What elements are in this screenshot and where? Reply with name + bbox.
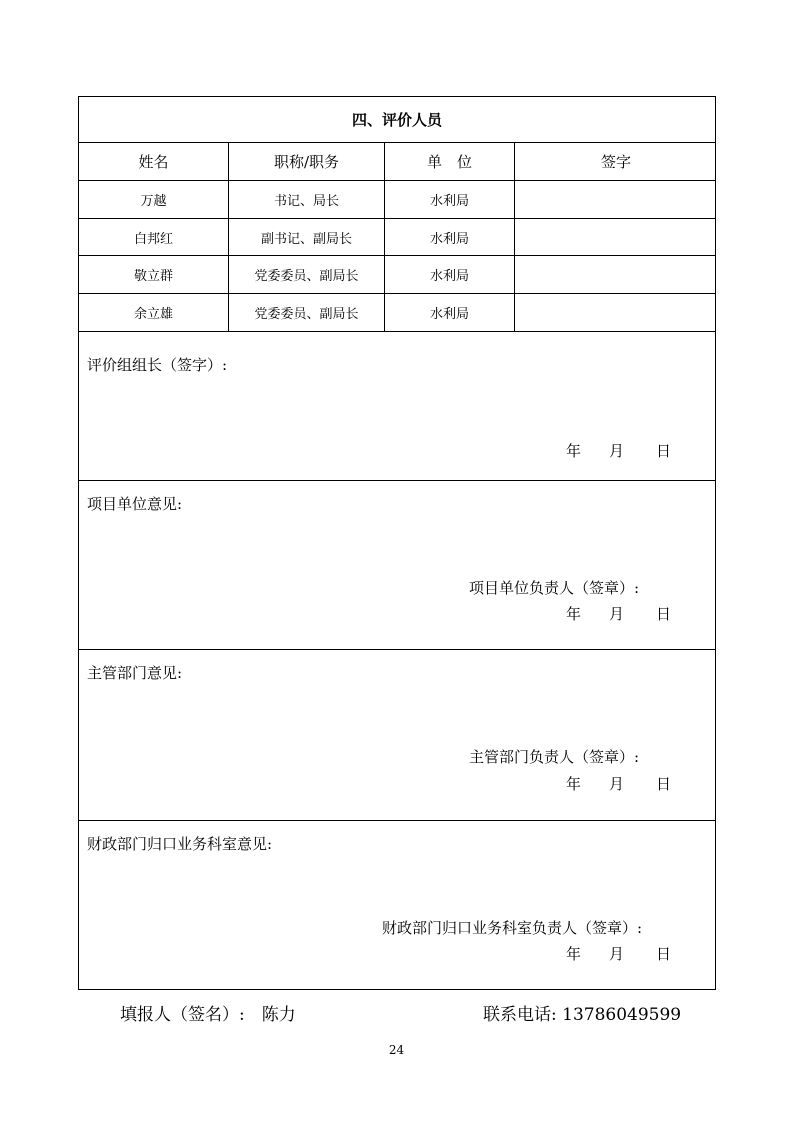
date-line <box>566 773 671 794</box>
cell-signature[interactable] <box>515 219 717 255</box>
cell-signature[interactable] <box>515 294 717 331</box>
date-day: 日 <box>655 605 671 623</box>
date-year: 年 <box>565 945 581 963</box>
cell-name: 余立雄 <box>79 294 229 331</box>
table-row <box>79 294 715 332</box>
date-month: 月 <box>608 945 624 963</box>
cell-name: 敬立群 <box>79 256 229 293</box>
cell-title: 副书记、副局长 <box>229 219 385 255</box>
date-day: 日 <box>655 775 671 793</box>
leader-signature-section[interactable] <box>79 332 715 481</box>
date-day: 日 <box>655 945 671 963</box>
cell-signature[interactable] <box>515 256 717 293</box>
cell-unit: 水利局 <box>385 256 515 293</box>
date-month: 月 <box>608 775 624 793</box>
page-number: 24 <box>388 1043 405 1057</box>
cell-signature[interactable] <box>515 181 717 218</box>
header-signature: 签字 <box>600 153 631 171</box>
header-unit: 单 位 <box>385 143 515 180</box>
date-month: 月 <box>608 605 624 623</box>
contact-phone: 联系电话: 13786049599 <box>483 1005 682 1025</box>
date-line <box>566 943 671 964</box>
finance-opinion-section[interactable] <box>79 821 715 989</box>
project-unit-signer: 项目单位负责人（签章）: <box>469 579 640 597</box>
date-line <box>566 603 671 624</box>
cell-name: 白邦红 <box>79 219 229 255</box>
table-row <box>79 256 715 294</box>
cell-name: 万越 <box>79 181 229 218</box>
date-line <box>566 440 671 461</box>
project-unit-label: 项目单位意见: <box>87 495 183 513</box>
cell-unit: 水利局 <box>385 181 515 218</box>
date-day: 日 <box>655 442 671 460</box>
header-title: 职称/职务 <box>229 143 385 180</box>
cell-title: 党委委员、副局长 <box>229 294 385 331</box>
section-title: 四、评价人员 <box>79 97 715 143</box>
filler-signature: 填报人（签名）: 陈力 <box>120 1005 296 1025</box>
date-year: 年 <box>565 775 581 793</box>
cell-title: 党委委员、副局长 <box>229 256 385 293</box>
cell-unit: 水利局 <box>385 294 515 331</box>
evaluation-form <box>78 96 716 990</box>
table-row <box>79 181 715 219</box>
supervisor-opinion-section[interactable] <box>79 650 715 821</box>
cell-unit: 水利局 <box>385 219 515 255</box>
date-year: 年 <box>565 442 581 460</box>
finance-label: 财政部门归口业务科室意见: <box>87 835 273 853</box>
supervisor-signer: 主管部门负责人（签章）: <box>469 748 640 766</box>
cell-title: 书记、局长 <box>229 181 385 218</box>
date-month: 月 <box>608 442 624 460</box>
header-name: 姓名 <box>79 143 229 180</box>
date-year: 年 <box>565 605 581 623</box>
table-row <box>79 219 715 256</box>
supervisor-label: 主管部门意见: <box>87 664 183 682</box>
finance-signer: 财政部门归口业务科室负责人（签章）: <box>382 919 643 937</box>
table-header-row <box>79 143 715 181</box>
leader-label: 评价组组长（签字）: <box>87 356 228 374</box>
project-unit-opinion-section[interactable] <box>79 481 715 650</box>
